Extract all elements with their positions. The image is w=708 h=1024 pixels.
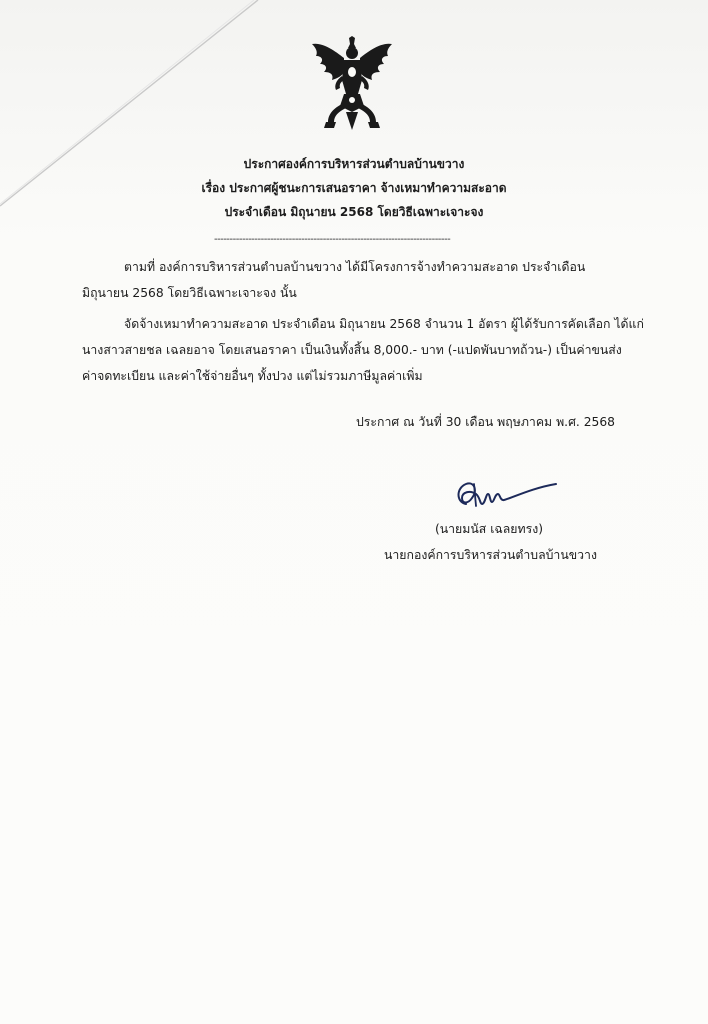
paragraph-project [82,254,642,306]
paragraph-line: มิถุนายน 2568 โดยวิธีเฉพาะเจาะจง นั้น [82,286,297,300]
handwritten-signature [452,474,562,514]
header-separator: ---------------------------------------------------------------------------- [214,234,451,245]
paragraph-line: จัดจ้างเหมาทำความสะอาด ประจำเดือน มิถุนายน 2568 จำนวน 1 อัตรา ผู้ได้รับการคัดเลือก ได้แก่ [124,317,644,331]
paragraph-line: ค่าจดทะเบียน และค่าใช้จ่ายอื่นๆ ทั้งปวง แต่ไม่รวมภาษีมูลค่าเพิ่ม [82,369,423,383]
paragraph-line: นางสาวสายชล เฉลยอาจ โดยเสนอราคา เป็นเงินทั้งสิ้น 8,000.- บาท (-แปดพันบาทถ้วน-) เป็นค่าขนส่ง [82,343,622,357]
paragraph-award [82,311,642,389]
signer-name: (นายมนัส เฉลยทรง) [434,522,544,536]
organization-title: ประกาศองค์การบริหารส่วนตำบลบ้านขวาง [243,157,465,171]
announcement-date: ประกาศ ณ วันที่ 30 เดือน พฤษภาคม พ.ศ. 2568 [356,415,616,429]
document-header [0,152,708,224]
period-title: ประจำเดือน มิถุนายน 2568 โดยวิธีเฉพาะเจาะจง [224,205,484,219]
garuda-emblem-icon [306,36,398,132]
subject-title: เรื่อง ประกาศผู้ชนะการเสนอราคา จ้างเหมาทำความสะอาด [201,181,507,195]
signer-title: นายกองค์การบริหารส่วนตำบลบ้านขวาง [384,548,597,562]
paragraph-line: ตามที่ องค์การบริหารส่วนตำบลบ้านขวาง ได้มีโครงการจ้างทำความสะอาด ประจำเดือน [124,260,586,274]
